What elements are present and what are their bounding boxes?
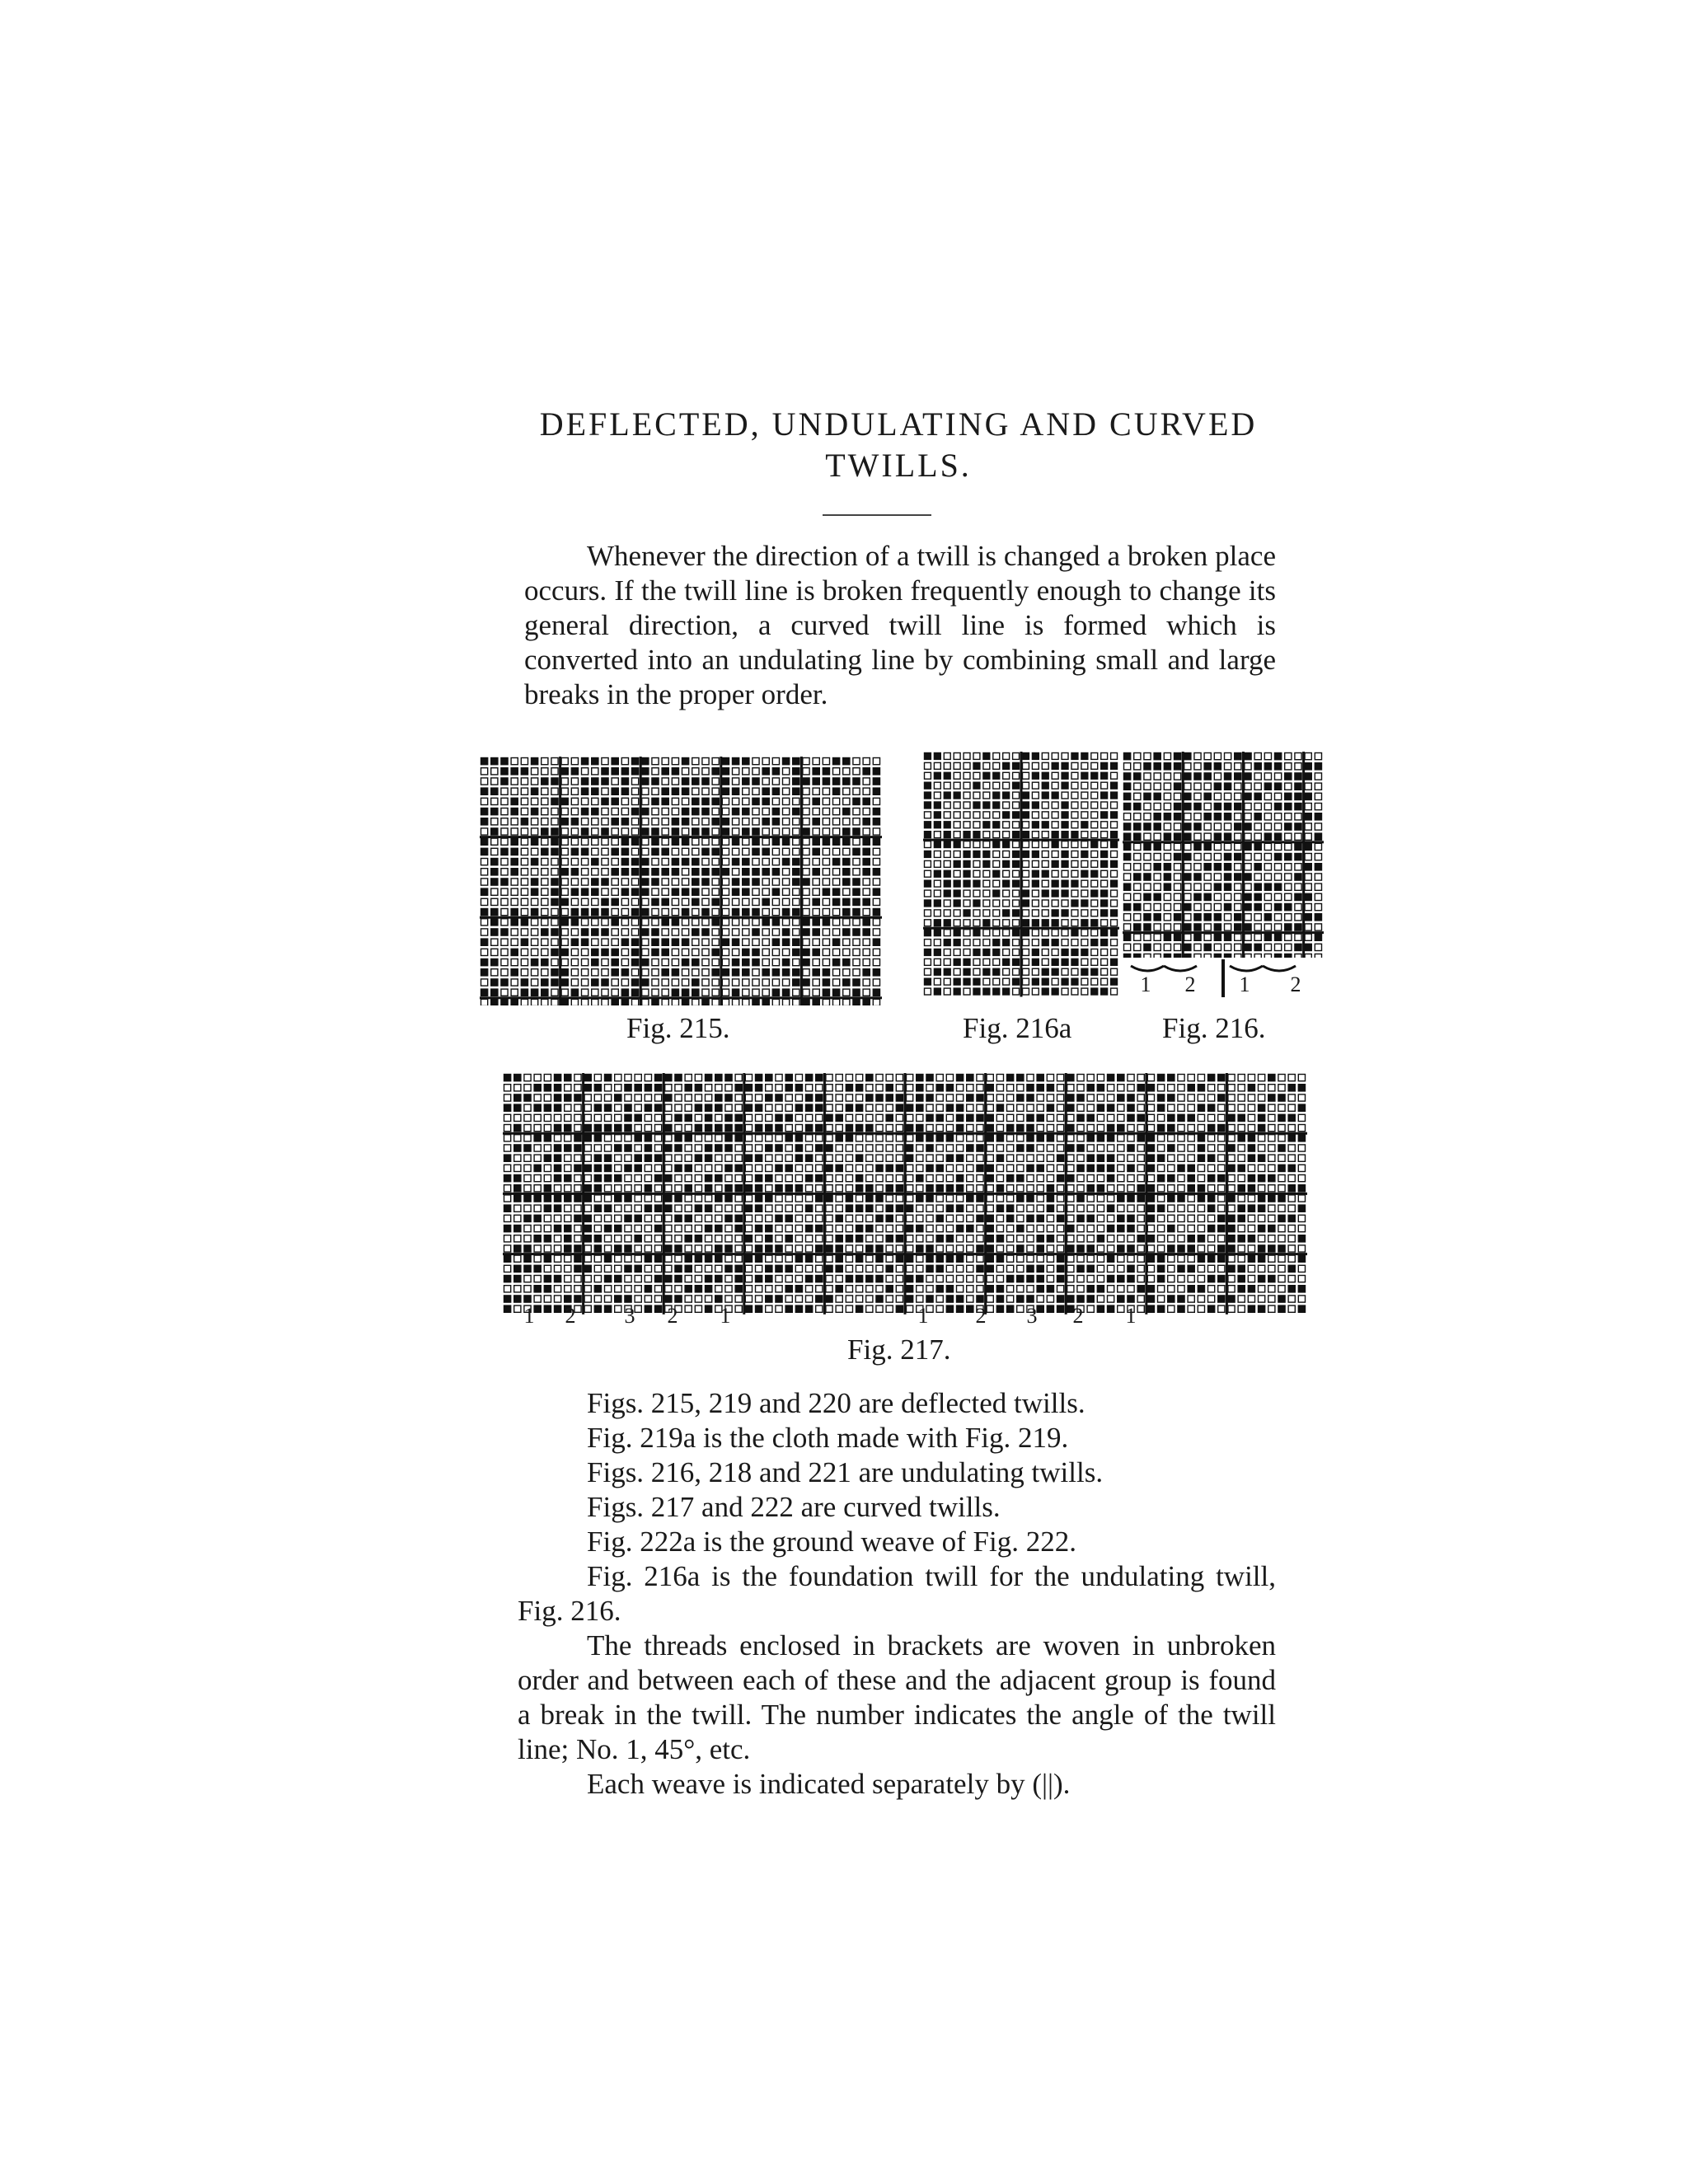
fig-217-caption: Fig. 217. <box>847 1333 951 1366</box>
fig-217-bracket-number: 2 <box>1072 1304 1084 1328</box>
title-line-2: TWILLS. <box>825 447 972 484</box>
fig-217-bracket-number: 3 <box>1026 1304 1038 1328</box>
fig-217-bracket-number: 1 <box>1125 1304 1137 1328</box>
paragraph: Figs. 215, 219 and 220 are deflected twills. <box>587 1387 1085 1419</box>
fig-216-weave-diagram <box>1123 752 1324 958</box>
page-title <box>511 404 1286 486</box>
fig-217-bracket-number: 1 <box>917 1304 929 1328</box>
fig-217-bracket-number: 3 <box>624 1304 635 1328</box>
fig-216-bracket-number: 2 <box>1184 972 1196 996</box>
fig-217-bracket-number: 1 <box>523 1304 535 1328</box>
fig-217-bracket-number: 1 <box>720 1304 731 1328</box>
fig-216a-weave-diagram <box>923 752 1119 999</box>
paragraph: Each weave is indicated separately by (||). <box>587 1768 1071 1800</box>
fig-216-bracket-number: 1 <box>1140 972 1151 996</box>
title-rule <box>823 514 931 516</box>
paragraph: Figs. 217 and 222 are curved twills. <box>587 1491 1001 1523</box>
paragraph: The threads enclosed in brackets are woven in unbroken order and between each of these and the adjacent group is found a break in the twill. The number indicates the angle of the twill line; No. 1, 45°, etc. <box>518 1629 1276 1765</box>
body-text <box>518 1386 1276 1802</box>
fig-216-caption: Fig. 216. <box>1162 1012 1266 1044</box>
fig-217-weave-diagram <box>503 1073 1309 1319</box>
intro-paragraph: Whenever the direction of a twill is changed a broken place occurs. If the twill line is broken frequently enough to change its general direction, a curved twill line is formed which is converted into an undulating line by combining small and large breaks in the proper order. <box>524 540 1276 710</box>
fig-216a-caption: Fig. 216a <box>963 1012 1072 1044</box>
fig-217-bracket-number: 2 <box>565 1304 576 1328</box>
fig-216-bracket-number: 1 <box>1239 972 1250 996</box>
paragraph: Figs. 216, 218 and 221 are undulating twills. <box>587 1456 1104 1488</box>
fig-217-bracket-number: 2 <box>667 1304 678 1328</box>
fig-215-weave-diagram <box>480 757 884 1005</box>
fig-216-bracket-number: 2 <box>1290 972 1301 996</box>
title-line-1: DEFLECTED, UNDULATING AND CURVED <box>539 405 1258 443</box>
fig-215-caption: Fig. 215. <box>626 1012 730 1044</box>
paragraph: Fig. 222a is the ground weave of Fig. 222. <box>587 1526 1076 1558</box>
paragraph: Fig. 216a is the foundation twill for the undulating twill, Fig. 216. <box>518 1560 1276 1627</box>
fig-217-bracket-number: 2 <box>975 1304 987 1328</box>
paragraph: Fig. 219a is the cloth made with Fig. 219. <box>587 1422 1069 1454</box>
